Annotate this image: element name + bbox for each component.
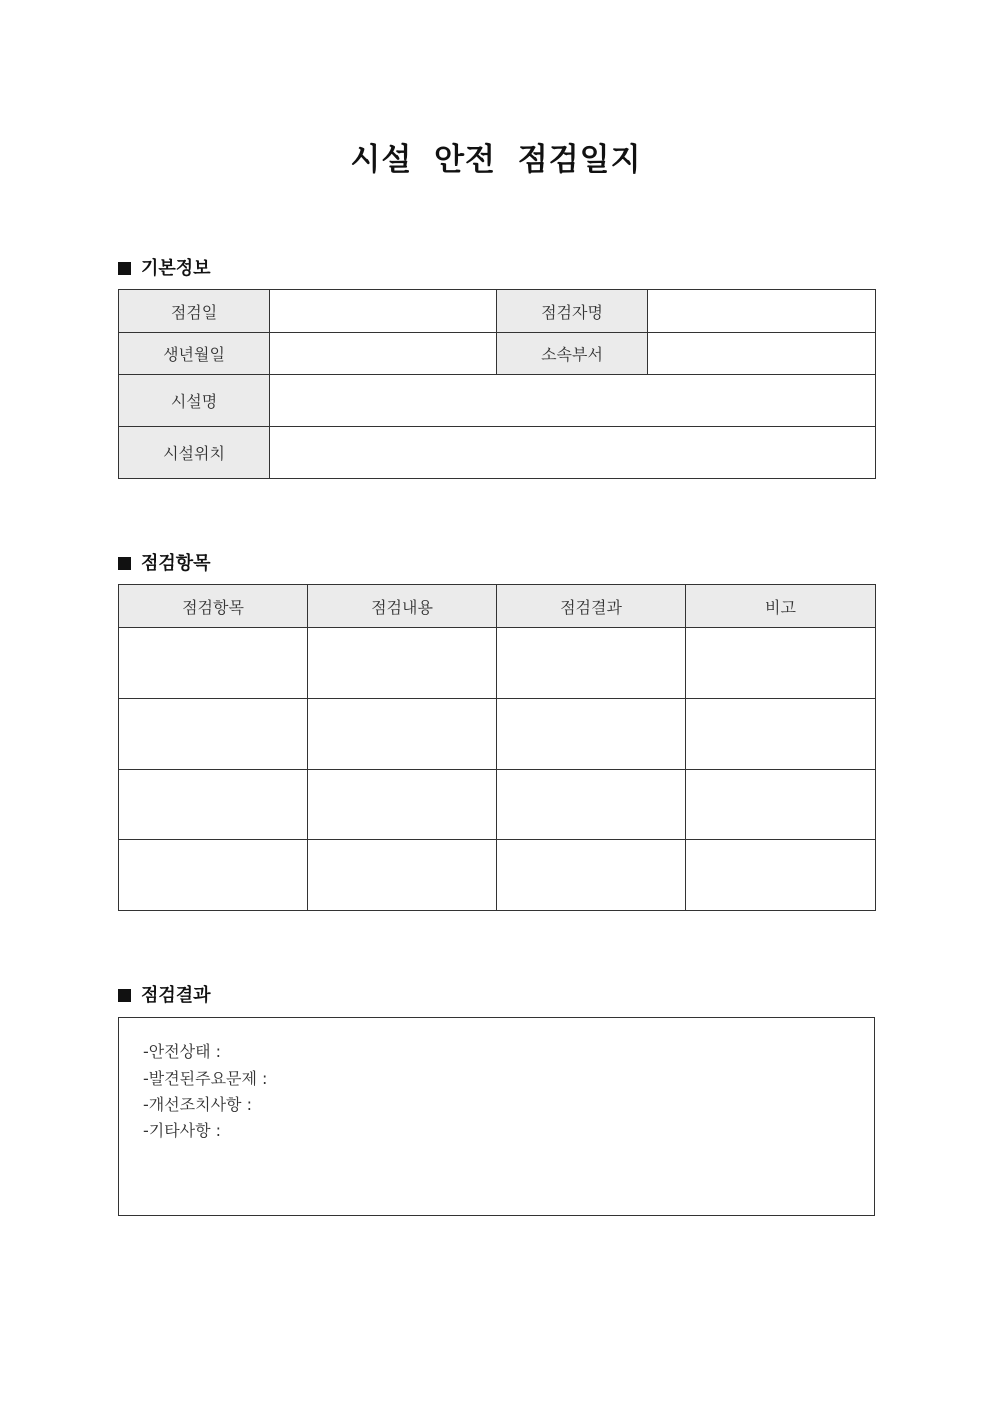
facility-name-label: 시설명	[119, 375, 270, 427]
improvement-actions-line: -개선조치사항 :	[143, 1095, 252, 1114]
section-heading-check-result	[118, 981, 211, 1005]
page-title: 시설 안전 점검일지	[350, 142, 642, 178]
remarks-cell[interactable]	[686, 699, 876, 770]
remarks-cell[interactable]	[686, 840, 876, 911]
basic-info-table	[118, 289, 876, 479]
check-content-cell[interactable]	[308, 699, 497, 770]
inspection-date-label: 점검일	[119, 290, 270, 333]
section-heading-label: 기본정보	[141, 258, 211, 279]
table-row	[119, 770, 876, 840]
section-heading-label: 점검항목	[141, 553, 211, 574]
square-bullet-icon	[118, 989, 131, 1002]
safety-status-line: -안전상태 :	[143, 1042, 222, 1061]
check-result-cell[interactable]	[497, 840, 686, 911]
inspector-name-field[interactable]	[648, 290, 876, 333]
check-result-cell[interactable]	[497, 699, 686, 770]
other-notes-line: -기타사항 :	[143, 1121, 222, 1140]
facility-location-label: 시설위치	[119, 427, 270, 479]
check-result-cell[interactable]	[497, 628, 686, 699]
section-heading-check-items	[118, 549, 211, 573]
department-label: 소속부서	[497, 333, 648, 375]
check-content-cell[interactable]	[308, 628, 497, 699]
facility-location-field[interactable]	[270, 427, 876, 479]
square-bullet-icon	[118, 262, 131, 275]
remarks-cell[interactable]	[686, 770, 876, 840]
table-row	[119, 628, 876, 699]
header-remarks: 비고	[686, 585, 876, 628]
remarks-cell[interactable]	[686, 628, 876, 699]
table-row	[119, 699, 876, 770]
section-heading-label: 점검결과	[141, 985, 211, 1006]
inspection-date-field[interactable]	[270, 290, 497, 333]
department-field[interactable]	[648, 333, 876, 375]
check-items-table	[118, 584, 876, 911]
table-row	[119, 840, 876, 911]
check-content-cell[interactable]	[308, 840, 497, 911]
check-result-box[interactable]	[118, 1017, 875, 1216]
check-item-cell[interactable]	[119, 699, 308, 770]
inspector-name-label: 점검자명	[497, 290, 648, 333]
check-item-cell[interactable]	[119, 770, 308, 840]
birth-date-field[interactable]	[270, 333, 497, 375]
section-heading-basic-info	[118, 254, 211, 278]
header-check-content: 점검내용	[308, 585, 497, 628]
check-result-cell[interactable]	[497, 770, 686, 840]
check-content-cell[interactable]	[308, 770, 497, 840]
check-item-cell[interactable]	[119, 628, 308, 699]
header-check-item: 점검항목	[119, 585, 308, 628]
major-issues-line: -발견된주요문제 :	[143, 1069, 268, 1088]
check-item-cell[interactable]	[119, 840, 308, 911]
birth-date-label: 생년월일	[119, 333, 270, 375]
header-check-result: 점검결과	[497, 585, 686, 628]
square-bullet-icon	[118, 557, 131, 570]
facility-name-field[interactable]	[270, 375, 876, 427]
